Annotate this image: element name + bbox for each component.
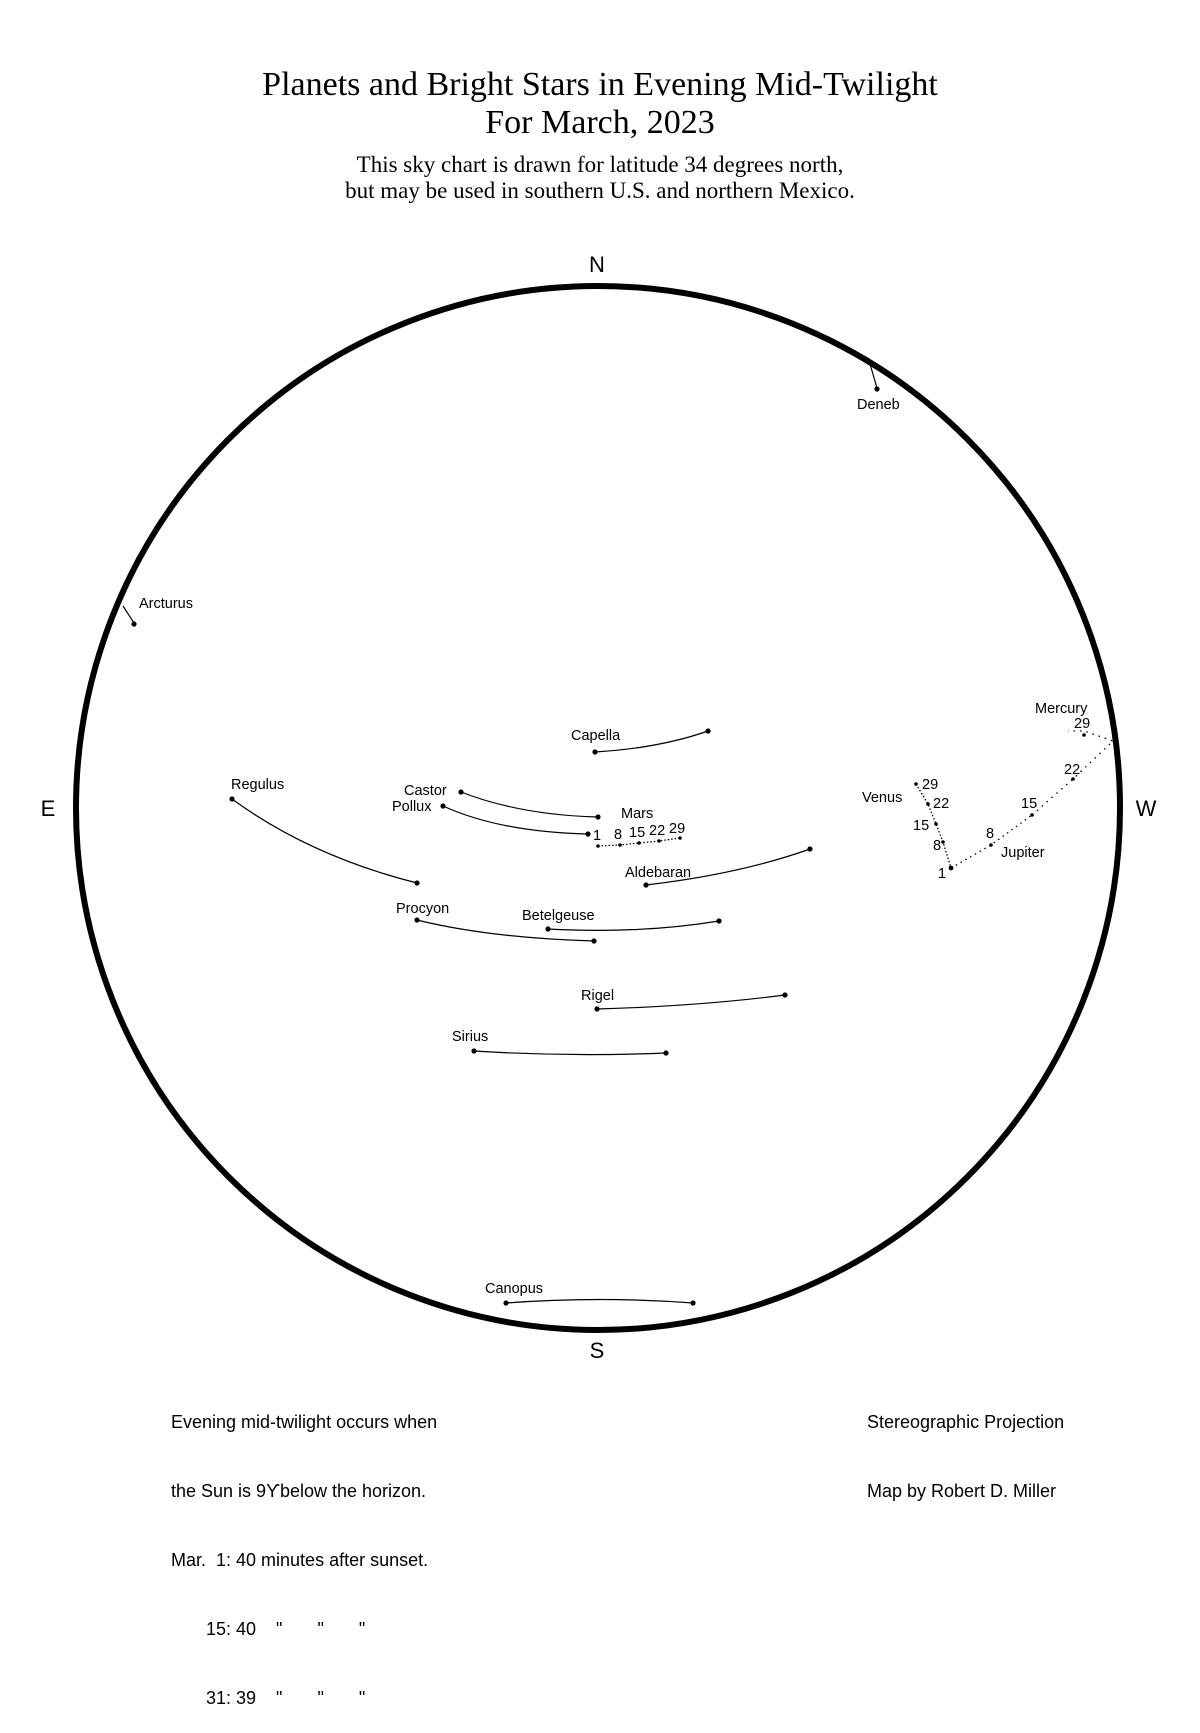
svg-text:29: 29 <box>922 777 939 793</box>
svg-text:Pollux: Pollux <box>392 799 432 815</box>
star-canopus <box>485 1281 696 1306</box>
chart-subtitle-line1: This sky chart is drawn for latitude 34 degrees north, <box>356 152 844 177</box>
chart-subtitle-line2: but may be used in southern U.S. and northern Mexico. <box>345 178 855 203</box>
star-sirius <box>452 1029 669 1056</box>
twilight-note-line: 15: 40 " " " <box>171 1619 366 1639</box>
svg-text:8: 8 <box>933 838 942 854</box>
compass-west: W <box>1135 796 1157 821</box>
svg-text:29: 29 <box>669 821 686 837</box>
horizon-circle <box>76 286 1120 1330</box>
svg-text:Rigel: Rigel <box>581 988 615 1004</box>
star-arcturus <box>123 596 193 627</box>
author-credit: Map by Robert D. Miller <box>867 1481 1057 1501</box>
compass-north: N <box>589 252 605 277</box>
projection-credits <box>867 1365 1064 1526</box>
svg-text:Arcturus: Arcturus <box>139 596 193 612</box>
star-regulus <box>229 777 419 886</box>
twilight-note-line: 31: 39 " " " <box>171 1688 366 1708</box>
compass-east: E <box>40 796 56 821</box>
svg-text:15: 15 <box>1021 796 1038 812</box>
twilight-note-line: the Sun is 9ϒbelow the horizon. <box>171 1481 427 1501</box>
planet-jupiter <box>951 815 1045 868</box>
svg-text:Sirius: Sirius <box>452 1029 489 1045</box>
compass-south: S <box>589 1338 605 1363</box>
svg-text:Mars: Mars <box>621 806 654 822</box>
svg-text:15: 15 <box>629 825 646 841</box>
svg-text:15: 15 <box>913 818 930 834</box>
star-castor <box>404 783 601 820</box>
planet-mars <box>593 806 685 848</box>
svg-text:Castor: Castor <box>404 783 447 799</box>
planet-mercury <box>1021 701 1113 817</box>
twilight-notes <box>171 1365 437 1733</box>
svg-text:Venus: Venus <box>862 790 903 806</box>
svg-text:22: 22 <box>1064 762 1081 778</box>
star-deneb <box>857 364 900 413</box>
twilight-note-line: Evening mid-twilight occurs when <box>171 1412 438 1432</box>
svg-text:1: 1 <box>593 828 602 844</box>
svg-text:Capella: Capella <box>571 728 621 744</box>
svg-text:Deneb: Deneb <box>857 397 900 413</box>
star-capella <box>571 728 711 755</box>
svg-text:Regulus: Regulus <box>231 777 285 793</box>
chart-title: Planets and Bright Stars in Evening Mid-Twilight <box>262 66 938 103</box>
svg-text:22: 22 <box>933 796 950 812</box>
star-rigel <box>581 988 788 1012</box>
star-betelgeuse <box>522 908 722 932</box>
twilight-note-line: Mar. 1: 40 minutes after sunset. <box>171 1550 429 1570</box>
svg-text:Procyon: Procyon <box>396 901 450 917</box>
svg-text:1: 1 <box>938 866 947 882</box>
svg-text:22: 22 <box>649 823 666 839</box>
svg-text:Jupiter: Jupiter <box>1001 845 1045 861</box>
chart-month: For March, 2023 <box>485 104 715 141</box>
svg-text:8: 8 <box>986 826 995 842</box>
svg-text:Canopus: Canopus <box>485 1281 544 1297</box>
star-pollux <box>392 799 591 837</box>
projection-label: Stereographic Projection <box>867 1412 1065 1432</box>
svg-text:Aldebaran: Aldebaran <box>625 865 692 881</box>
planet-venus <box>862 777 953 882</box>
svg-text:Mercury: Mercury <box>1035 701 1088 717</box>
star-aldebaran <box>625 846 813 887</box>
svg-text:8: 8 <box>614 827 623 843</box>
svg-text:29: 29 <box>1074 716 1091 732</box>
svg-text:Betelgeuse: Betelgeuse <box>522 908 595 924</box>
